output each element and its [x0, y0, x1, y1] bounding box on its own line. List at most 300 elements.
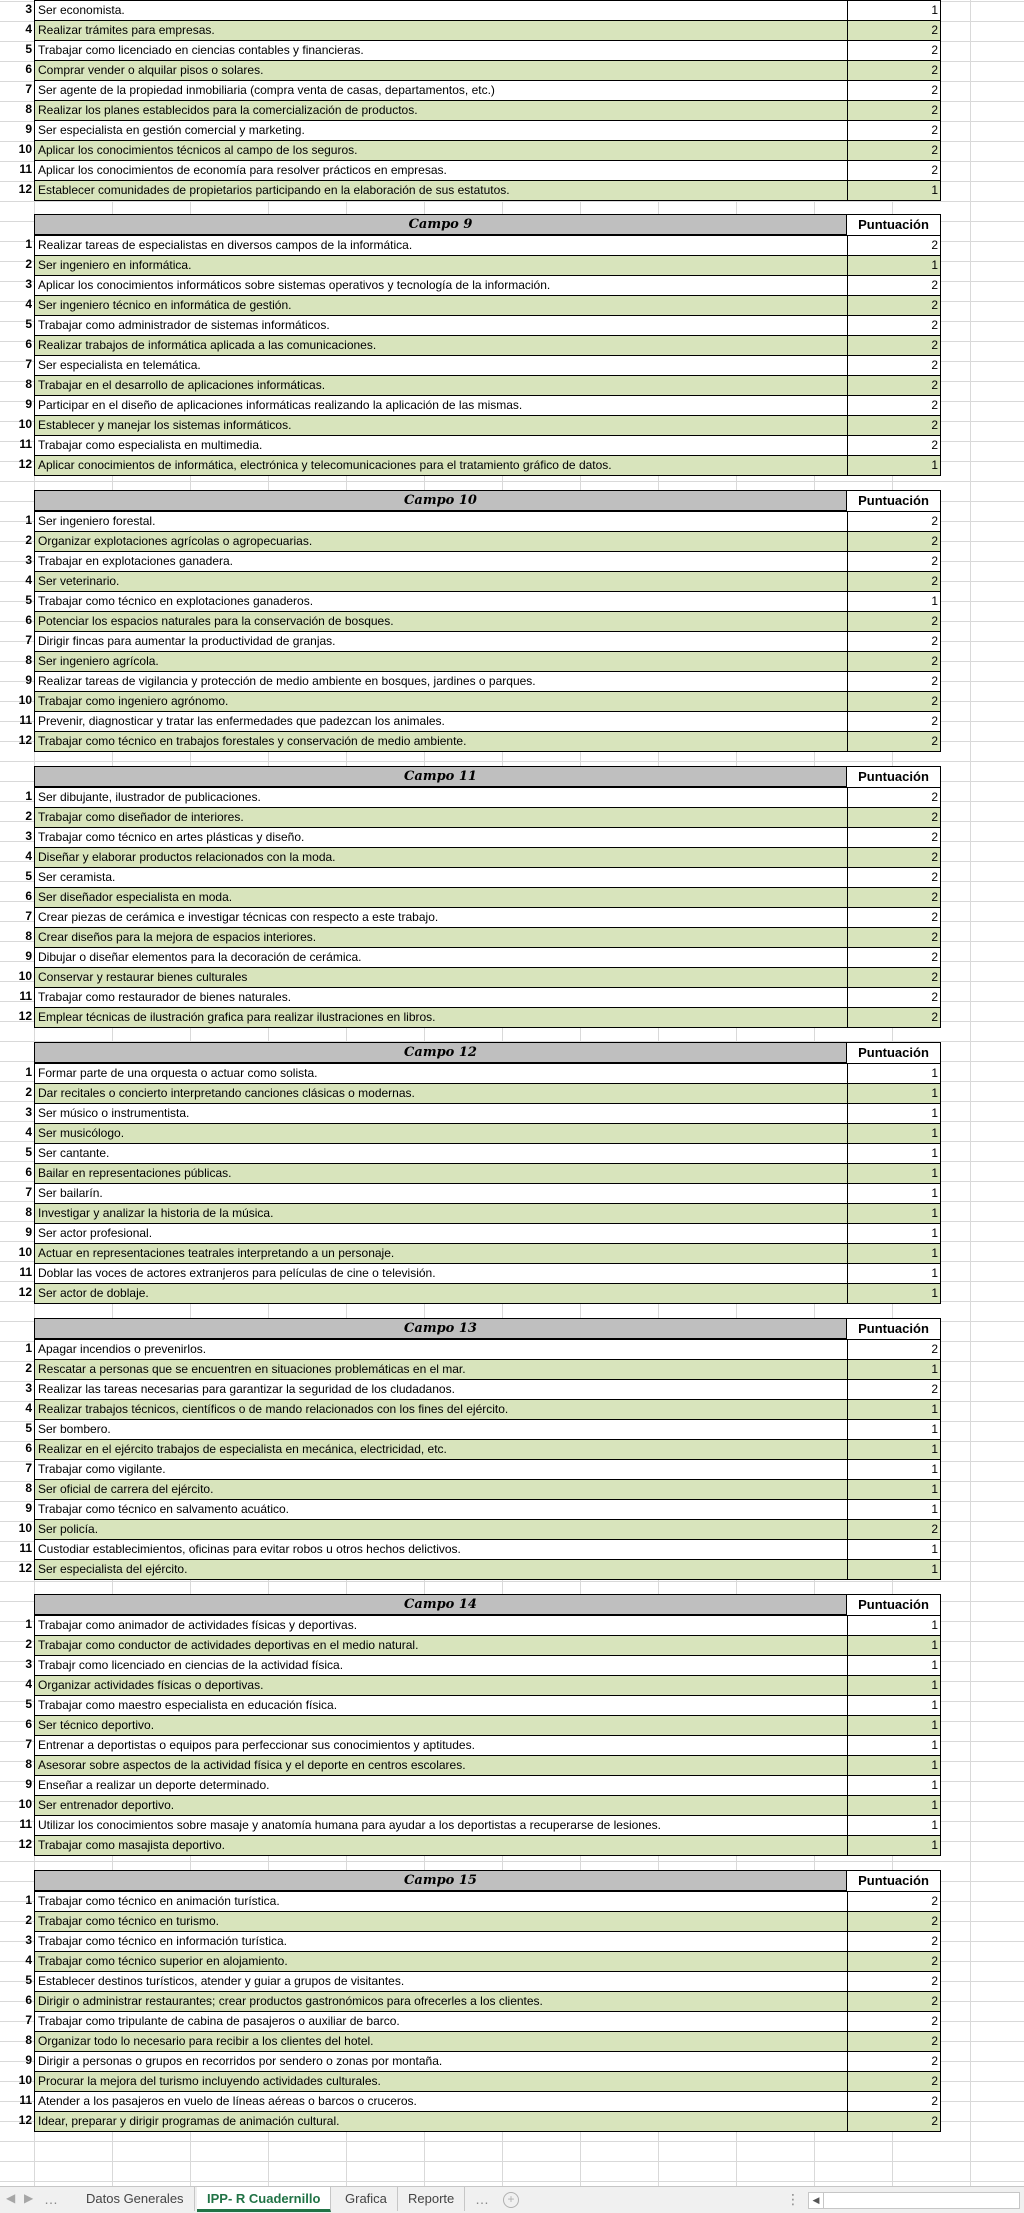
score-cell[interactable]: 1	[847, 1655, 941, 1675]
item-text[interactable]: Participar en el diseño de aplicaciones informáticas realizando la aplicación de las mismas.	[34, 395, 847, 415]
item-text[interactable]: Organizar explotaciones agrícolas o agropecuarias.	[34, 531, 847, 551]
score-cell[interactable]: 1	[847, 1183, 941, 1203]
item-text[interactable]: Ser policía.	[34, 1519, 847, 1539]
item-text[interactable]: Dirigir a personas o grupos en recorridos por sendero o zonas por montaña.	[34, 2051, 847, 2071]
table-row[interactable]	[0, 120, 1024, 140]
score-cell[interactable]: 1	[847, 1283, 941, 1304]
table-row[interactable]	[0, 20, 1024, 40]
score-cell[interactable]: 2	[847, 355, 941, 375]
score-cell[interactable]: 1	[847, 1539, 941, 1559]
item-text[interactable]: Rescatar a personas que se encuentren en situaciones problemáticas en el mar.	[34, 1359, 847, 1379]
score-cell[interactable]: 2	[847, 731, 941, 752]
item-text[interactable]: Ser ceramista.	[34, 867, 847, 887]
score-cell[interactable]: 1	[847, 1163, 941, 1183]
score-cell[interactable]: 2	[847, 1991, 941, 2011]
score-cell[interactable]: 2	[847, 1971, 941, 1991]
item-text[interactable]: Aplicar los conocimientos técnicos al campo de los seguros.	[34, 140, 847, 160]
item-text[interactable]: Apagar incendios o prevenirlos.	[34, 1339, 847, 1359]
item-text[interactable]: Organizar todo lo necesario para recibir a los clientes del hotel.	[34, 2031, 847, 2051]
table-row[interactable]	[0, 1795, 1024, 1815]
table-row[interactable]	[0, 1123, 1024, 1143]
table-row[interactable]	[0, 1559, 1024, 1579]
score-cell[interactable]: 1	[847, 1439, 941, 1459]
table-row[interactable]	[0, 1635, 1024, 1655]
table-row[interactable]	[0, 1359, 1024, 1379]
table-row[interactable]	[0, 711, 1024, 731]
item-text[interactable]: Trabajar como conductor de actividades deportivas en el medio natural.	[34, 1635, 847, 1655]
table-row[interactable]	[0, 2111, 1024, 2131]
item-text[interactable]: Ser especialista en gestión comercial y marketing.	[34, 120, 847, 140]
table-row[interactable]	[0, 1459, 1024, 1479]
table-row[interactable]	[0, 140, 1024, 160]
table-row[interactable]	[0, 1283, 1024, 1303]
table-row[interactable]	[0, 1715, 1024, 1735]
item-text[interactable]: Ser dibujante, ilustrador de publicaciones.	[34, 787, 847, 807]
item-text[interactable]: Realizar trámites para empresas.	[34, 20, 847, 40]
item-text[interactable]: Ser musicólogo.	[34, 1123, 847, 1143]
score-cell[interactable]: 2	[847, 827, 941, 847]
table-row[interactable]	[0, 180, 1024, 200]
score-cell[interactable]: 2	[847, 651, 941, 671]
score-cell[interactable]: 2	[847, 395, 941, 415]
item-text[interactable]: Ser especialista del ejército.	[34, 1559, 847, 1580]
table-row[interactable]	[0, 907, 1024, 927]
table-row[interactable]	[0, 1931, 1024, 1951]
score-cell[interactable]: 1	[847, 1459, 941, 1479]
score-cell[interactable]: 2	[847, 435, 941, 455]
table-row[interactable]	[0, 591, 1024, 611]
score-cell[interactable]: 2	[847, 2091, 941, 2111]
item-text[interactable]: Ser diseñador especialista en moda.	[34, 887, 847, 907]
item-text[interactable]: Diseñar y elaborar productos relacionados con la moda.	[34, 847, 847, 867]
item-text[interactable]: Realizar tareas de especialistas en diversos campos de la informática.	[34, 235, 847, 255]
score-cell[interactable]: 1	[847, 1695, 941, 1715]
table-row[interactable]	[0, 551, 1024, 571]
table-row[interactable]	[0, 275, 1024, 295]
table-row[interactable]	[0, 1755, 1024, 1775]
score-cell[interactable]: 1	[847, 1143, 941, 1163]
score-cell[interactable]: 2	[847, 551, 941, 571]
section-title[interactable]: Campo 9	[34, 214, 847, 235]
item-text[interactable]: Ser especialista en telemática.	[34, 355, 847, 375]
table-row[interactable]	[0, 651, 1024, 671]
score-cell[interactable]: 2	[847, 160, 941, 180]
table-row[interactable]	[0, 1063, 1024, 1083]
score-cell[interactable]: 1	[847, 591, 941, 611]
section-title[interactable]: Campo 15	[34, 1870, 847, 1891]
table-row[interactable]	[0, 1891, 1024, 1911]
table-row[interactable]	[0, 1539, 1024, 1559]
score-cell[interactable]: 1	[847, 1123, 941, 1143]
table-row[interactable]	[0, 1007, 1024, 1027]
table-row[interactable]	[0, 1339, 1024, 1359]
score-cell[interactable]: 2	[847, 711, 941, 731]
table-row[interactable]	[0, 60, 1024, 80]
item-text[interactable]: Trabajar como técnico en trabajos forestales y conservación de medio ambiente.	[34, 731, 847, 752]
item-text[interactable]: Comprar vender o alquilar pisos o solares.	[34, 60, 847, 80]
table-row[interactable]	[0, 967, 1024, 987]
score-column-header[interactable]: Puntuación	[847, 214, 941, 235]
table-row[interactable]	[0, 395, 1024, 415]
score-cell[interactable]: 2	[847, 60, 941, 80]
item-text[interactable]: Establecer y manejar los sistemas informáticos.	[34, 415, 847, 435]
score-cell[interactable]: 1	[847, 1815, 941, 1835]
item-text[interactable]: Aplicar los conocimientos informáticos sobre sistemas operativos y tecnología de la información.	[34, 275, 847, 295]
score-cell[interactable]: 2	[847, 140, 941, 160]
score-cell[interactable]: 1	[847, 1359, 941, 1379]
item-text[interactable]: Actuar en representaciones teatrales interpretando a un personaje.	[34, 1243, 847, 1263]
item-text[interactable]: Dar recitales o concierto interpretando canciones clásicas o modernas.	[34, 1083, 847, 1103]
table-row[interactable]	[0, 2091, 1024, 2111]
item-text[interactable]: Procurar la mejora del turismo incluyendo actividades culturales.	[34, 2071, 847, 2091]
table-row[interactable]	[0, 1775, 1024, 1795]
score-cell[interactable]: 2	[847, 100, 941, 120]
score-cell[interactable]: 1	[847, 1635, 941, 1655]
score-cell[interactable]: 2	[847, 691, 941, 711]
table-row[interactable]	[0, 1083, 1024, 1103]
table-row[interactable]	[0, 1519, 1024, 1539]
item-text[interactable]: Potenciar los espacios naturales para la conservación de bosques.	[34, 611, 847, 631]
item-text[interactable]: Ser actor de doblaje.	[34, 1283, 847, 1304]
table-row[interactable]	[0, 160, 1024, 180]
score-cell[interactable]: 1	[847, 1675, 941, 1695]
item-text[interactable]: Trabajar en explotaciones ganadera.	[34, 551, 847, 571]
table-row[interactable]	[0, 355, 1024, 375]
table-row[interactable]	[0, 1615, 1024, 1635]
item-text[interactable]: Enseñar a realizar un deporte determinado.	[34, 1775, 847, 1795]
table-row[interactable]	[0, 927, 1024, 947]
section-title[interactable]: Campo 13	[34, 1318, 847, 1339]
score-cell[interactable]: 1	[847, 1735, 941, 1755]
item-text[interactable]: Idear, preparar y dirigir programas de animación cultural.	[34, 2111, 847, 2132]
score-column-header[interactable]: Puntuación	[847, 490, 941, 511]
item-text[interactable]: Realizar las tareas necesarias para garantizar la seguridad de los cludadanos.	[34, 1379, 847, 1399]
table-row[interactable]	[0, 987, 1024, 1007]
item-text[interactable]: Establecer comunidades de propietarios participando en la elaboración de sus estatutos.	[34, 180, 847, 201]
score-cell[interactable]: 1	[847, 455, 941, 476]
section-title[interactable]: Campo 10	[34, 490, 847, 511]
table-row[interactable]	[0, 335, 1024, 355]
score-cell[interactable]: 1	[847, 255, 941, 275]
item-text[interactable]: Trabajar como diseñador de interiores.	[34, 807, 847, 827]
score-cell[interactable]: 1	[847, 1499, 941, 1519]
table-row[interactable]	[0, 1103, 1024, 1123]
score-cell[interactable]: 1	[847, 1479, 941, 1499]
table-row[interactable]	[0, 255, 1024, 275]
item-text[interactable]: Trabajar como administrador de sistemas informáticos.	[34, 315, 847, 335]
table-row[interactable]	[0, 571, 1024, 591]
table-row[interactable]	[0, 867, 1024, 887]
score-cell[interactable]: 2	[847, 2031, 941, 2051]
score-cell[interactable]: 1	[847, 1243, 941, 1263]
item-text[interactable]: Trabajar como ingeniero agrónomo.	[34, 691, 847, 711]
score-cell[interactable]: 2	[847, 80, 941, 100]
score-cell[interactable]: 2	[847, 415, 941, 435]
item-text[interactable]: Ser ingeniero en informática.	[34, 255, 847, 275]
score-cell[interactable]: 1	[847, 1103, 941, 1123]
score-cell[interactable]: 2	[847, 315, 941, 335]
item-text[interactable]: Investigar y analizar la historia de la música.	[34, 1203, 847, 1223]
more-sheets-right-icon[interactable]: …	[475, 2191, 489, 2207]
section-title[interactable]: Campo 14	[34, 1594, 847, 1615]
score-column-header[interactable]: Puntuación	[847, 766, 941, 787]
table-row[interactable]	[0, 1815, 1024, 1835]
item-text[interactable]: Trabajar como técnico en explotaciones ganaderos.	[34, 591, 847, 611]
item-text[interactable]: Realizar los planes establecidos para la comercialización de productos.	[34, 100, 847, 120]
score-cell[interactable]: 2	[847, 531, 941, 551]
table-row[interactable]	[0, 375, 1024, 395]
item-text[interactable]: Trabajar como animador de actividades físicas y deportivas.	[34, 1615, 847, 1635]
score-cell[interactable]: 2	[847, 1891, 941, 1911]
item-text[interactable]: Ser bailarín.	[34, 1183, 847, 1203]
table-row[interactable]	[0, 1655, 1024, 1675]
score-cell[interactable]: 2	[847, 235, 941, 255]
score-cell[interactable]: 1	[847, 1419, 941, 1439]
item-text[interactable]: Trabajar como masajista deportivo.	[34, 1835, 847, 1856]
tab-reporte[interactable]: Reporte	[398, 2187, 465, 2211]
table-row[interactable]	[0, 1991, 1024, 2011]
score-cell[interactable]: 1	[847, 1263, 941, 1283]
scroll-left-arrow-icon[interactable]: ◀	[809, 2193, 824, 2208]
score-column-header[interactable]: Puntuación	[847, 1594, 941, 1615]
table-row[interactable]	[0, 691, 1024, 711]
item-text[interactable]: Ser bombero.	[34, 1419, 847, 1439]
table-row[interactable]	[0, 2031, 1024, 2051]
table-row[interactable]	[0, 1183, 1024, 1203]
score-cell[interactable]: 2	[847, 275, 941, 295]
item-text[interactable]: Asesorar sobre aspectos de la actividad física y el deporte en centros escolares.	[34, 1755, 847, 1775]
item-text[interactable]: Trabajar como técnico en artes plásticas y diseño.	[34, 827, 847, 847]
table-row[interactable]	[0, 415, 1024, 435]
table-row[interactable]	[0, 847, 1024, 867]
score-cell[interactable]: 2	[847, 1379, 941, 1399]
score-cell[interactable]: 2	[847, 967, 941, 987]
tab-grafica[interactable]: Grafica	[335, 2187, 398, 2211]
table-row[interactable]	[0, 531, 1024, 551]
item-text[interactable]: Trabajar como especialista en multimedia.	[34, 435, 847, 455]
table-row[interactable]	[0, 1911, 1024, 1931]
table-row[interactable]	[0, 2011, 1024, 2031]
table-row[interactable]	[0, 235, 1024, 255]
item-text[interactable]: Trabajar en el desarrollo de aplicaciones informáticas.	[34, 375, 847, 395]
item-text[interactable]: Trabajr como licenciado en ciencias de la actividad física.	[34, 1655, 847, 1675]
score-cell[interactable]: 2	[847, 2111, 941, 2132]
tab-datos-generales[interactable]: Datos Generales	[76, 2187, 195, 2211]
item-text[interactable]: Trabajar como técnico en salvamento acuático.	[34, 1499, 847, 1519]
add-sheet-icon[interactable]: +	[503, 2192, 519, 2208]
score-cell[interactable]: 2	[847, 807, 941, 827]
item-text[interactable]: Trabajar como técnico en turismo.	[34, 1911, 847, 1931]
item-text[interactable]: Realizar trabajos técnicos, científicos o de mando relacionados con los fines del ejército.	[34, 1399, 847, 1419]
table-row[interactable]	[0, 1835, 1024, 1855]
score-cell[interactable]: 2	[847, 907, 941, 927]
score-cell[interactable]: 2	[847, 847, 941, 867]
score-cell[interactable]: 1	[847, 1715, 941, 1735]
score-cell[interactable]: 2	[847, 1007, 941, 1028]
score-cell[interactable]: 2	[847, 295, 941, 315]
item-text[interactable]: Realizar trabajos de informática aplicada a las comunicaciones.	[34, 335, 847, 355]
score-cell[interactable]: 2	[847, 1951, 941, 1971]
section-title[interactable]: Campo 11	[34, 766, 847, 787]
score-cell[interactable]: 2	[847, 375, 941, 395]
table-row[interactable]	[0, 0, 1024, 20]
table-row[interactable]	[0, 947, 1024, 967]
score-cell[interactable]: 2	[847, 631, 941, 651]
item-text[interactable]: Ser ingeniero técnico en informática de gestión.	[34, 295, 847, 315]
score-cell[interactable]: 1	[847, 1063, 941, 1083]
item-text[interactable]: Trabajar como técnico en información turística.	[34, 1931, 847, 1951]
table-row[interactable]	[0, 100, 1024, 120]
score-cell[interactable]: 2	[847, 947, 941, 967]
table-row[interactable]	[0, 80, 1024, 100]
score-cell[interactable]: 2	[847, 120, 941, 140]
score-cell[interactable]: 1	[847, 1203, 941, 1223]
table-row[interactable]	[0, 40, 1024, 60]
item-text[interactable]: Utilizar los conocimientos sobre masaje y anatomía humana para ayudar a los deportistas a recuperarse de lesiones.	[34, 1815, 847, 1835]
item-text[interactable]: Prevenir, diagnosticar y tratar las enfermedades que padezcan los animales.	[34, 711, 847, 731]
item-text[interactable]: Doblar las voces de actores extranjeros para películas de cine o televisión.	[34, 1263, 847, 1283]
score-cell[interactable]: 2	[847, 1911, 941, 1931]
table-row[interactable]	[0, 787, 1024, 807]
score-cell[interactable]: 2	[847, 40, 941, 60]
scroll-last-sheet-icon[interactable]: ▶	[24, 2191, 34, 2205]
table-row[interactable]	[0, 511, 1024, 531]
table-row[interactable]	[0, 1951, 1024, 1971]
item-text[interactable]: Bailar en representaciones públicas.	[34, 1163, 847, 1183]
table-row[interactable]	[0, 1971, 1024, 1991]
more-sheets-left-icon[interactable]: …	[44, 2191, 58, 2207]
score-cell[interactable]: 2	[847, 1339, 941, 1359]
score-cell[interactable]: 2	[847, 2011, 941, 2031]
item-text[interactable]: Realizar tareas de vigilancia y protección de medio ambiente en bosques, jardines o parques.	[34, 671, 847, 691]
table-row[interactable]	[0, 611, 1024, 631]
table-row[interactable]	[0, 1419, 1024, 1439]
item-text[interactable]: Ser oficial de carrera del ejército.	[34, 1479, 847, 1499]
score-cell[interactable]: 1	[847, 1223, 941, 1243]
table-row[interactable]	[0, 1399, 1024, 1419]
item-text[interactable]: Conservar y restaurar bienes culturales	[34, 967, 847, 987]
score-column-header[interactable]: Puntuación	[847, 1042, 941, 1063]
score-cell[interactable]: 2	[847, 987, 941, 1007]
score-cell[interactable]: 2	[847, 867, 941, 887]
table-row[interactable]	[0, 887, 1024, 907]
score-cell[interactable]: 2	[847, 20, 941, 40]
item-text[interactable]: Crear piezas de cerámica e investigar técnicas con respecto a este trabajo.	[34, 907, 847, 927]
table-row[interactable]	[0, 295, 1024, 315]
table-row[interactable]	[0, 1735, 1024, 1755]
score-cell[interactable]: 1	[847, 1775, 941, 1795]
table-row[interactable]	[0, 731, 1024, 751]
table-row[interactable]	[0, 435, 1024, 455]
table-row[interactable]	[0, 1695, 1024, 1715]
table-row[interactable]	[0, 1439, 1024, 1459]
score-cell[interactable]: 2	[847, 887, 941, 907]
scroll-first-sheet-icon[interactable]: ◀	[6, 2191, 16, 2205]
table-row[interactable]	[0, 1143, 1024, 1163]
section-title[interactable]: Campo 12	[34, 1042, 847, 1063]
table-row[interactable]	[0, 827, 1024, 847]
score-cell[interactable]: 2	[847, 511, 941, 531]
item-text[interactable]: Trabajar como vigilante.	[34, 1459, 847, 1479]
item-text[interactable]: Organizar actividades físicas o deportivas.	[34, 1675, 847, 1695]
score-cell[interactable]: 2	[847, 2051, 941, 2071]
item-text[interactable]: Aplicar los conocimientos de economía para resolver prácticos en empresas.	[34, 160, 847, 180]
table-row[interactable]	[0, 631, 1024, 651]
table-row[interactable]	[0, 1675, 1024, 1695]
item-text[interactable]: Ser ingeniero agrícola.	[34, 651, 847, 671]
table-row[interactable]	[0, 1223, 1024, 1243]
item-text[interactable]: Ser entrenador deportivo.	[34, 1795, 847, 1815]
item-text[interactable]: Dirigir fincas para aumentar la productividad de granjas.	[34, 631, 847, 651]
horizontal-scrollbar[interactable]	[808, 2192, 1020, 2209]
score-cell[interactable]: 2	[847, 671, 941, 691]
score-cell[interactable]: 1	[847, 0, 941, 20]
item-text[interactable]: Emplear técnicas de ilustración grafica para realizar ilustraciones en libros.	[34, 1007, 847, 1028]
item-text[interactable]: Realizar en el ejército trabajos de especialista en mecánica, electricidad, etc.	[34, 1439, 847, 1459]
table-row[interactable]	[0, 315, 1024, 335]
score-cell[interactable]: 1	[847, 180, 941, 201]
item-text[interactable]: Ser técnico deportivo.	[34, 1715, 847, 1735]
score-cell[interactable]: 2	[847, 2071, 941, 2091]
item-text[interactable]: Trabajar como maestro especialista en educación física.	[34, 1695, 847, 1715]
item-text[interactable]: Ser actor profesional.	[34, 1223, 847, 1243]
table-row[interactable]	[0, 1263, 1024, 1283]
table-row[interactable]	[0, 807, 1024, 827]
splitter-handle-icon[interactable]: ⋮	[786, 2191, 800, 2207]
score-cell[interactable]: 1	[847, 1399, 941, 1419]
item-text[interactable]: Establecer destinos turísticos, atender y guiar a grupos de visitantes.	[34, 1971, 847, 1991]
score-column-header[interactable]: Puntuación	[847, 1318, 941, 1339]
table-row[interactable]	[0, 455, 1024, 475]
item-text[interactable]: Ser cantante.	[34, 1143, 847, 1163]
score-cell[interactable]: 1	[847, 1795, 941, 1815]
item-text[interactable]: Trabajar como tripulante de cabina de pasajeros o auxiliar de barco.	[34, 2011, 847, 2031]
item-text[interactable]: Atender a los pasajeros en vuelo de líneas aéreas o barcos o cruceros.	[34, 2091, 847, 2111]
score-cell[interactable]: 2	[847, 1519, 941, 1539]
score-cell[interactable]: 1	[847, 1083, 941, 1103]
score-cell[interactable]: 1	[847, 1755, 941, 1775]
score-cell[interactable]: 1	[847, 1559, 941, 1580]
item-text[interactable]: Formar parte de una orquesta o actuar como solista.	[34, 1063, 847, 1083]
item-text[interactable]: Aplicar conocimientos de informática, electrónica y telecomunicaciones para el tratamiento gráfico de datos.	[34, 455, 847, 476]
item-text[interactable]: Ser economista.	[34, 0, 847, 20]
table-row[interactable]	[0, 1203, 1024, 1223]
score-column-header[interactable]: Puntuación	[847, 1870, 941, 1891]
tab-ipp-r-cuadernillo[interactable]: IPP- R Cuadernillo	[197, 2187, 331, 2212]
score-cell[interactable]: 2	[847, 611, 941, 631]
item-text[interactable]: Entrenar a deportistas o equipos para perfeccionar sus conocimientos y aptitudes.	[34, 1735, 847, 1755]
item-text[interactable]: Ser veterinario.	[34, 571, 847, 591]
score-cell[interactable]: 1	[847, 1835, 941, 1856]
item-text[interactable]: Ser músico o instrumentista.	[34, 1103, 847, 1123]
score-cell[interactable]: 2	[847, 927, 941, 947]
score-cell[interactable]: 2	[847, 335, 941, 355]
item-text[interactable]: Crear diseños para la mejora de espacios interiores.	[34, 927, 847, 947]
item-text[interactable]: Trabajar como restaurador de bienes naturales.	[34, 987, 847, 1007]
table-row[interactable]	[0, 1379, 1024, 1399]
score-cell[interactable]: 2	[847, 1931, 941, 1951]
table-row[interactable]	[0, 671, 1024, 691]
score-cell[interactable]: 2	[847, 787, 941, 807]
item-text[interactable]: Dibujar o diseñar elementos para la decoración de cerámica.	[34, 947, 847, 967]
item-text[interactable]: Trabajar como técnico superior en alojamiento.	[34, 1951, 847, 1971]
table-row[interactable]	[0, 2051, 1024, 2071]
table-row[interactable]	[0, 1243, 1024, 1263]
item-text[interactable]: Ser ingeniero forestal.	[34, 511, 847, 531]
table-row[interactable]	[0, 1499, 1024, 1519]
table-row[interactable]	[0, 1479, 1024, 1499]
item-text[interactable]: Ser agente de la propiedad inmobiliaria (compra venta de casas, departamentos, etc.)	[34, 80, 847, 100]
